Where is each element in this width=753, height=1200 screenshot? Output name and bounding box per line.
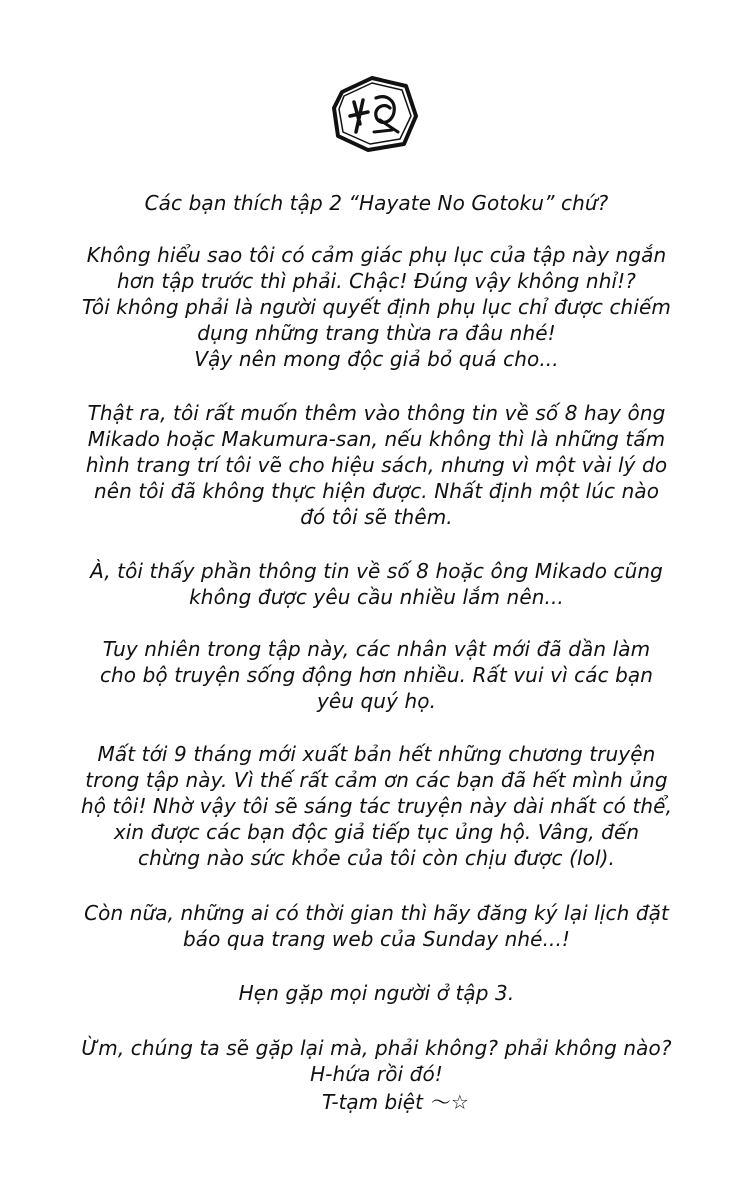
text-line: Tuy nhiên trong tập này, các nhân vật mới đã dần làm <box>102 637 651 661</box>
text-line: Tôi không phải là người quyết định phụ lục chỉ được chiếm <box>82 295 671 319</box>
paragraph-question <box>40 190 713 216</box>
text-line: Vậy nên mong độc giả bỏ quá cho... <box>194 347 559 371</box>
text-line: Thật ra, tôi rất muốn thêm vào thông tin về số 8 hay ông <box>87 401 666 425</box>
paragraph-promise <box>40 1035 713 1087</box>
text-line: hơn tập trước thì phải. Chậc! Đúng vậy không nhỉ!? <box>117 269 636 293</box>
text-line: xin được các bạn độc giả tiếp tục ủng hộ. Vâng, đến <box>113 820 640 844</box>
paragraph-thanks <box>40 741 713 871</box>
text-line: hình trang trí tôi vẽ cho hiệu sách, nhưng vì một vài lý do <box>85 453 668 477</box>
text-line: chừng nào sức khỏe của tôi còn chịu được (lol). <box>138 846 615 870</box>
text-line: Các bạn thích tập 2 “Hayate No Gotoku” chứ? <box>144 191 609 215</box>
paragraph-appendix-length <box>40 242 713 372</box>
text-line: nên tôi đã không thực hiện được. Nhất định một lúc nào <box>93 479 660 503</box>
text-line: dụng những trang thừa ra đâu nhé! <box>197 321 556 345</box>
text-line: cho bộ truyện sống động hơn nhiều. Rất vui vì các bạn <box>99 663 654 687</box>
text-line: đó tôi sẽ thêm. <box>300 505 453 529</box>
paragraph-new-characters <box>40 636 713 714</box>
paragraph-see-you <box>40 980 713 1006</box>
text-line: Mất tới 9 tháng mới xuất bản hết những chương truyện <box>97 742 656 766</box>
paragraph-subscription <box>40 900 713 952</box>
text-line: trong tập này. Vì thế rất cảm ơn các bạn đã hết mình ủng <box>85 768 668 792</box>
text-line: Mikado hoặc Makumura-san, nếu không thì là những tấm <box>87 427 666 451</box>
text-line: H-hứa rồi đó! <box>310 1062 443 1086</box>
text-line: báo qua trang web của Sunday nhé...! <box>182 927 571 951</box>
hanko-seal-icon <box>330 72 420 152</box>
wave-star-icon: 〜☆ <box>430 1090 469 1114</box>
text-line: À, tôi thấy phần thông tin về số 8 hoặc ông Mikado cũng <box>90 559 663 583</box>
paragraph-extra-info <box>40 400 713 530</box>
farewell-text: T-tạm biệt <box>322 1090 423 1114</box>
text-line: hộ tôi! Nhờ vậy tôi sẽ sáng tác truyện này dài nhất có thể, <box>80 794 673 818</box>
text-line: Còn nữa, những ai có thời gian thì hãy đăng ký lại lịch đặt <box>84 901 669 925</box>
text-line: Ừm, chúng ta sẽ gặp lại mà, phải không? phải không nào? <box>81 1036 672 1060</box>
text-line: yêu quý họ. <box>316 689 437 713</box>
text-line: không được yêu cầu nhiều lắm nên... <box>189 585 564 609</box>
text-line: Không hiểu sao tôi có cảm giác phụ lục của tập này ngắn <box>86 243 667 267</box>
paragraph-not-requested <box>40 558 713 610</box>
closing-farewell <box>322 1089 469 1115</box>
text-line: Hẹn gặp mọi người ở tập 3. <box>238 981 515 1005</box>
